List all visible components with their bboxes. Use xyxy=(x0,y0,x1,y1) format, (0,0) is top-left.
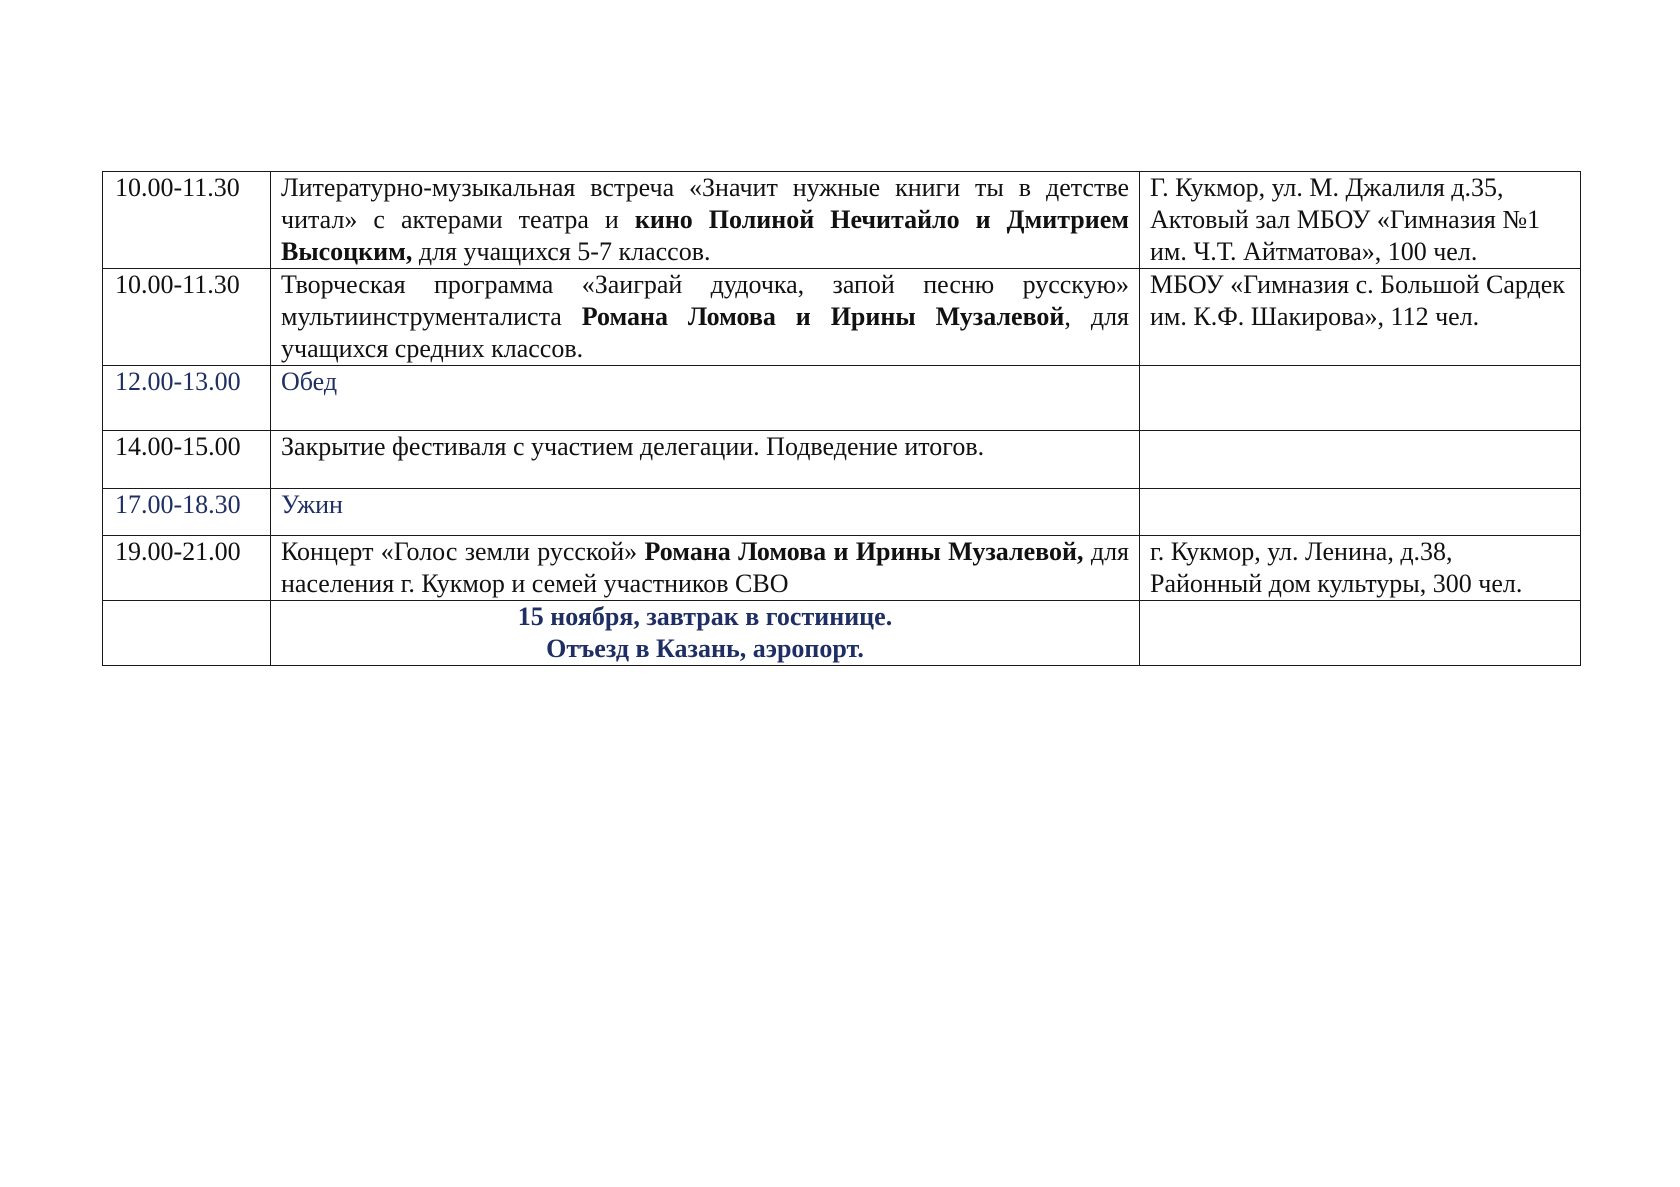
event-performers: Романа Ломова и Ирины Музалевой xyxy=(581,302,1065,331)
event-text: Литературно-музыкальная встреча «Значит нужные книги ты в детстве читал» с актерами театра и xyxy=(281,173,1129,234)
event-audience: для учащихся 5-7 классов. xyxy=(412,237,711,266)
table-row xyxy=(103,172,1581,269)
schedule-table xyxy=(102,171,1581,666)
event-cell: Обед xyxy=(271,366,1140,431)
event-audience: для населения г. Кукмор и семей участников СВО xyxy=(281,537,1130,598)
event-cell xyxy=(271,536,1140,601)
event-cell xyxy=(271,172,1140,269)
place-cell xyxy=(1140,431,1581,489)
event-text: Концерт «Голос земли русской» xyxy=(281,537,645,566)
place-cell xyxy=(1140,366,1581,431)
place-cell: МБОУ «Гимназия с. Большой Сардек им. К.Ф. Шакирова», 112 чел. xyxy=(1140,269,1581,366)
place-cell xyxy=(1140,601,1581,666)
time-cell xyxy=(103,601,271,666)
event-audience: , для учащихся средних классов. xyxy=(281,302,1130,363)
time-cell: 14.00-15.00 xyxy=(103,431,271,489)
place-cell: г. Кукмор, ул. Ленина, д.38, Районный дом культуры, 300 чел. xyxy=(1140,536,1581,601)
event-performers: Романа Ломова и Ирины Музалевой, xyxy=(644,537,1084,566)
departure-note: Отъезд в Казань, аэропорт. xyxy=(546,634,864,663)
breakfast-note: 15 ноября, завтрак в гостинице. xyxy=(517,602,893,631)
place-cell: Г. Кукмор, ул. М. Джалиля д.35, Актовый зал МБОУ «Гимназия №1 им. Ч.Т. Айтматова», 100 чел. xyxy=(1140,172,1581,269)
place-cell xyxy=(1140,489,1581,536)
table-row xyxy=(103,536,1581,601)
event-cell: Закрытие фестиваля с участием делегации. Подведение итогов. xyxy=(271,431,1140,489)
event-cell xyxy=(271,269,1140,366)
event-text: Творческая программа «Заиграй дудочка, запой песню русскую» мультиинструменталиста xyxy=(281,270,1129,331)
table-row xyxy=(103,431,1581,489)
time-cell: 19.00-21.00 xyxy=(103,536,271,601)
time-cell: 12.00-13.00 xyxy=(103,366,271,431)
event-cell: Ужин xyxy=(271,489,1140,536)
table-row xyxy=(103,489,1581,536)
time-cell: 10.00-11.30 xyxy=(103,269,271,366)
event-performers: кино Полиной Нечитайло и Дмитрием Высоцким, xyxy=(281,205,1129,266)
table-row xyxy=(103,366,1581,431)
table-row xyxy=(103,601,1581,666)
time-cell: 10.00-11.30 xyxy=(103,172,271,269)
departure-cell xyxy=(271,601,1140,666)
time-cell: 17.00-18.30 xyxy=(103,489,271,536)
table-row xyxy=(103,269,1581,366)
